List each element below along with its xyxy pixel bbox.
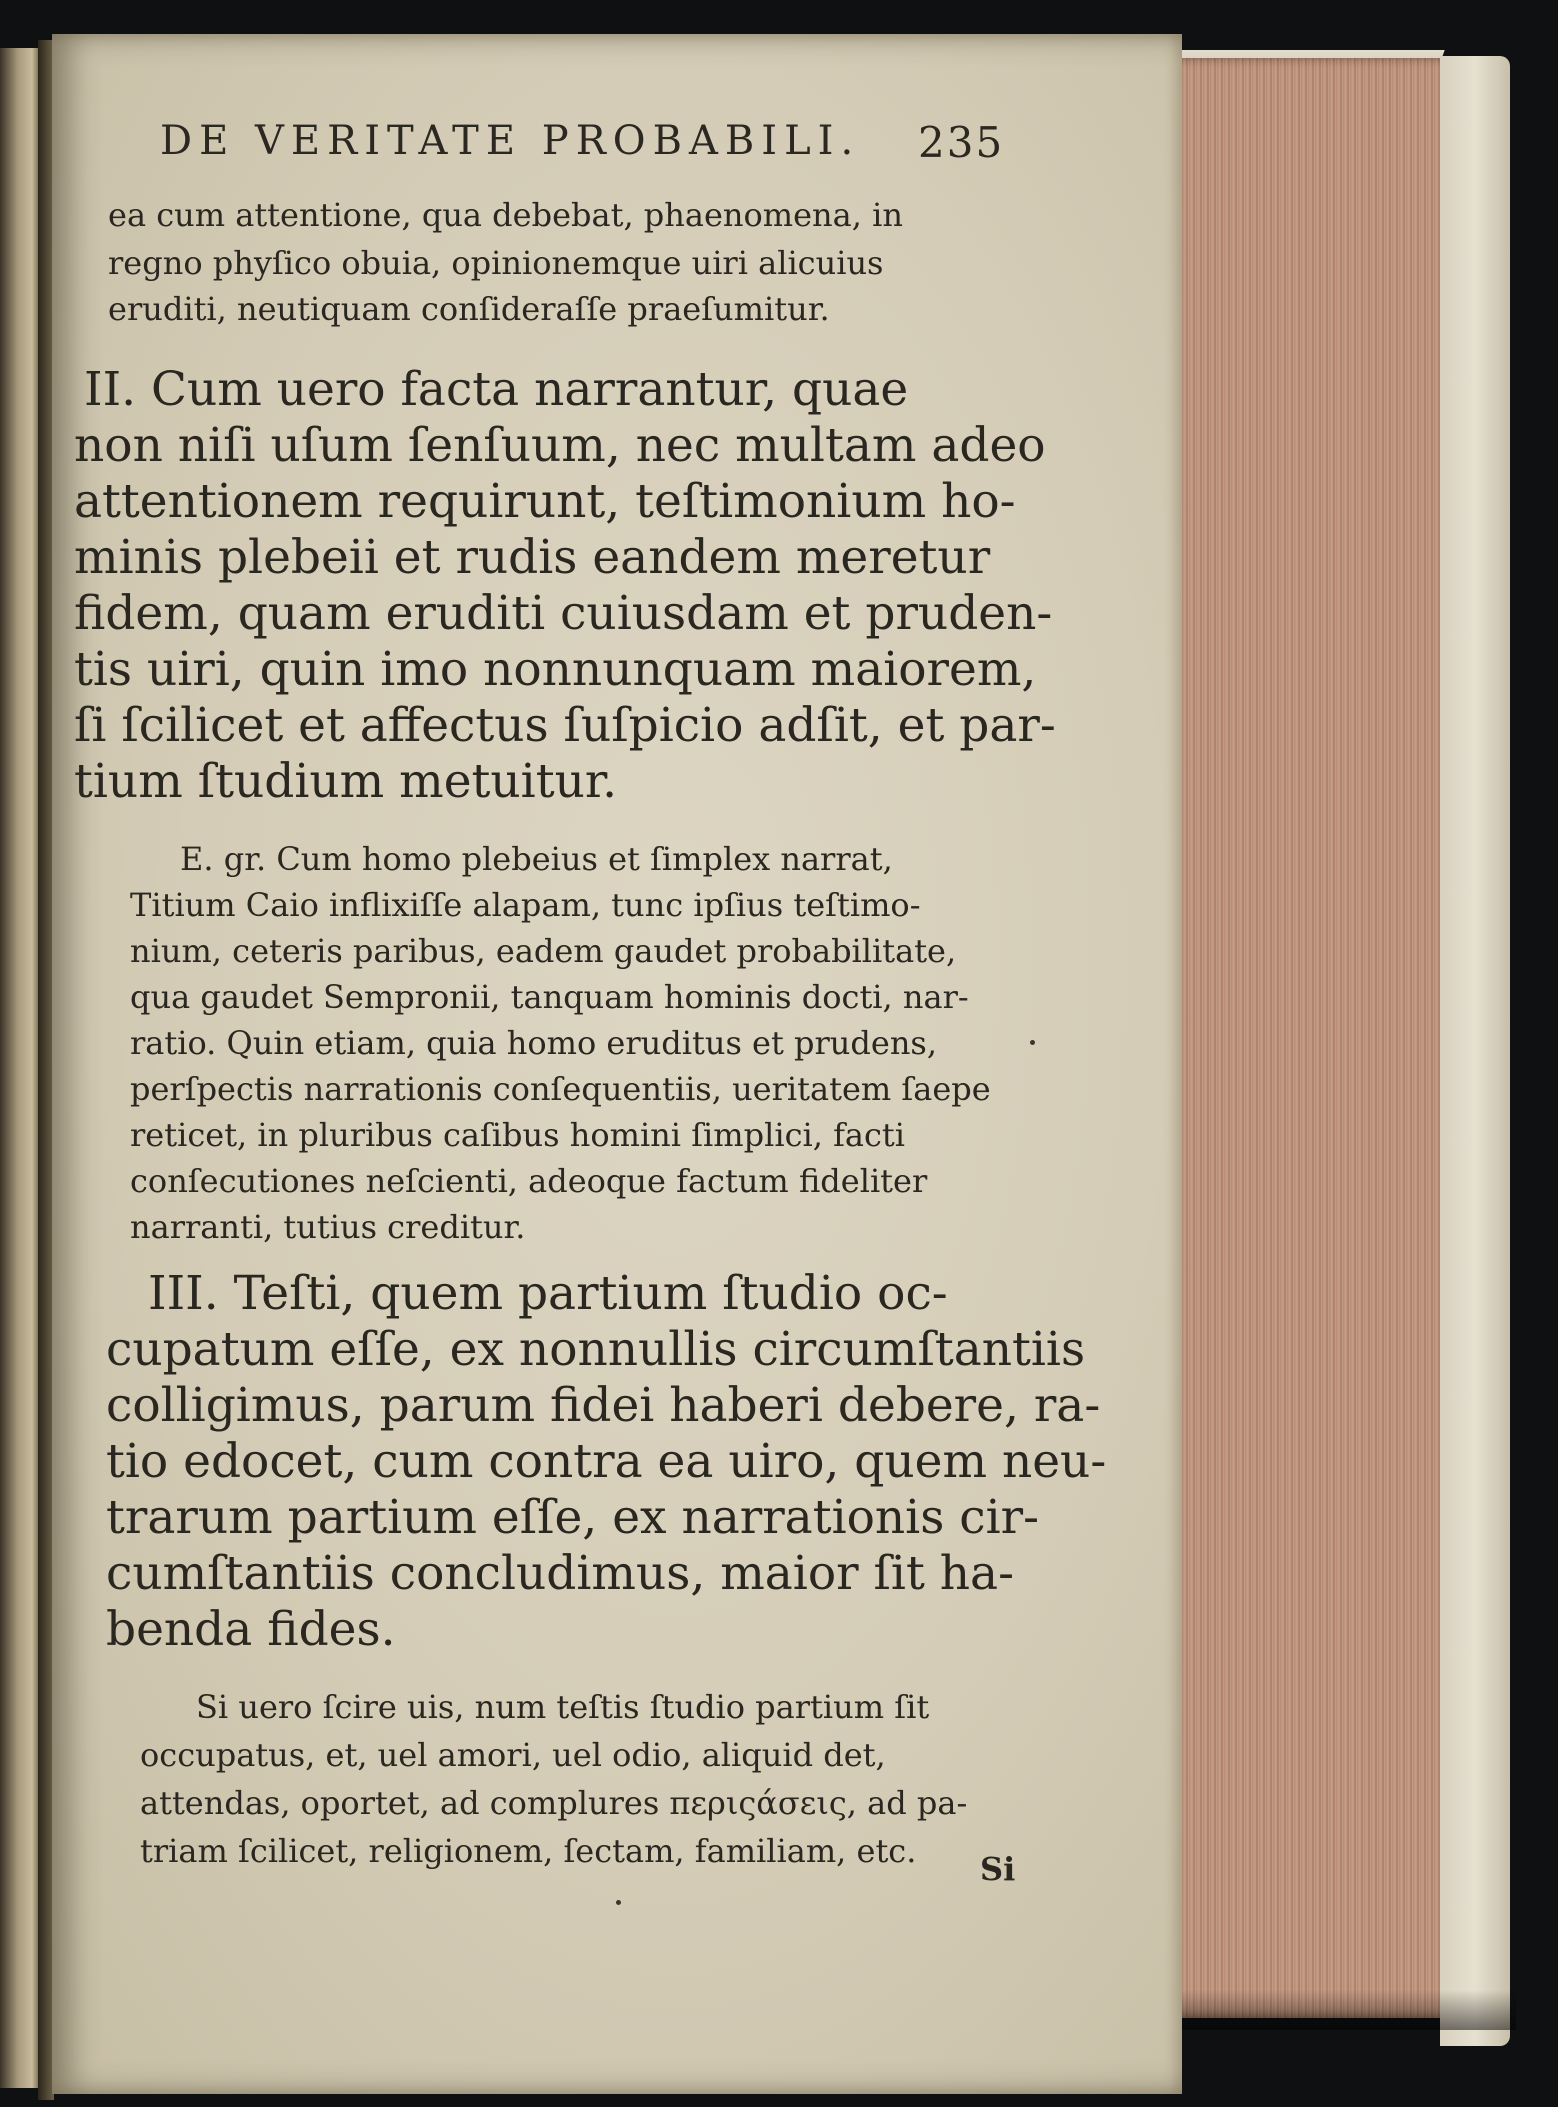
text-line: II. Cum uero facta narrantur, quae (84, 362, 909, 417)
text-line: reticet, in pluribus caſibus homini ſimplici, facti (130, 1116, 905, 1154)
text-line: ea cum attentione, qua debebat, phaenomena, in (108, 196, 903, 234)
text-line: non niſi uſum ſenſuum, nec multam adeo (74, 418, 1046, 473)
text-line: minis plebeii et rudis eandem meretur (74, 530, 991, 585)
book-cover (1440, 56, 1510, 2046)
page-block-edge (1168, 58, 1452, 2018)
text-line: fidem, quam eruditi cuiusdam et pruden- (74, 586, 1053, 641)
text-line: cumſtantiis concludimus, maior ſit ha- (106, 1546, 1014, 1601)
text-line: triam ſcilicet, religionem, ſectam, familiam, etc. (140, 1832, 917, 1870)
text-line: tium ſtudium metuitur. (74, 754, 618, 809)
text-line: cupatum eſſe, ex nonnullis circumſtantiis (106, 1322, 1086, 1377)
cover-shadow (1176, 1990, 1516, 2030)
text-line: E. gr. Cum homo plebeius et ſimplex narrat, (180, 840, 893, 878)
text-line: attendas, oportet, ad complures περιςάσεις, ad pa- (140, 1784, 968, 1822)
text-line: regno phyſico obuia, opinionemque uiri alicuius (108, 244, 884, 282)
text-line: occupatus, et, uel amori, uel odio, aliquid det, (140, 1736, 886, 1774)
text-line: attentionem requirunt, teſtimonium ho- (74, 474, 1016, 529)
text-line: III. Teſti, quem partium ſtudio oc- (148, 1266, 948, 1321)
text-line: eruditi, neutiquam conſideraſſe praeſumitur. (108, 290, 830, 328)
text-line: qua gaudet Sempronii, tanquam hominis docti, nar- (130, 978, 969, 1016)
text-line: narranti, tutius creditur. (130, 1208, 526, 1246)
page-number: 235 (918, 118, 1005, 167)
ink-speck (1030, 1040, 1035, 1045)
text-line: nium, ceteris paribus, eadem gaudet probabilitate, (130, 932, 957, 970)
text-line: Titium Caio inflixiſſe alapam, tunc ipſius teſtimo- (130, 886, 921, 924)
text-line: perſpectis narrationis conſequentiis, ueritatem ſaepe (130, 1070, 991, 1108)
running-head: DE VERITATE PROBABILI. (160, 118, 861, 164)
text-line: ſi ſcilicet et affectus ſuſpicio adſit, et par- (74, 698, 1056, 753)
text-line: ratio. Quin etiam, quia homo eruditus et prudens, (130, 1024, 938, 1062)
facing-page-edge (0, 48, 40, 2088)
text-line: colligimus, parum fidei haberi debere, ra- (106, 1378, 1101, 1433)
text-line: Si uero ſcire uis, num teſtis ſtudio partium ſit (196, 1688, 930, 1726)
catchword: Si (980, 1850, 1016, 1888)
text-line: trarum partium eſſe, ex narrationis cir- (106, 1490, 1039, 1545)
text-line: conſecutiones neſcienti, adeoque factum fideliter (130, 1162, 928, 1200)
text-line: tio edocet, cum contra ea uiro, quem neu- (106, 1434, 1107, 1489)
text-line: tis uiri, quin imo nonnunquam maiorem, (74, 642, 1037, 697)
ink-speck (616, 1900, 621, 1905)
text-line: benda fides. (106, 1602, 396, 1657)
